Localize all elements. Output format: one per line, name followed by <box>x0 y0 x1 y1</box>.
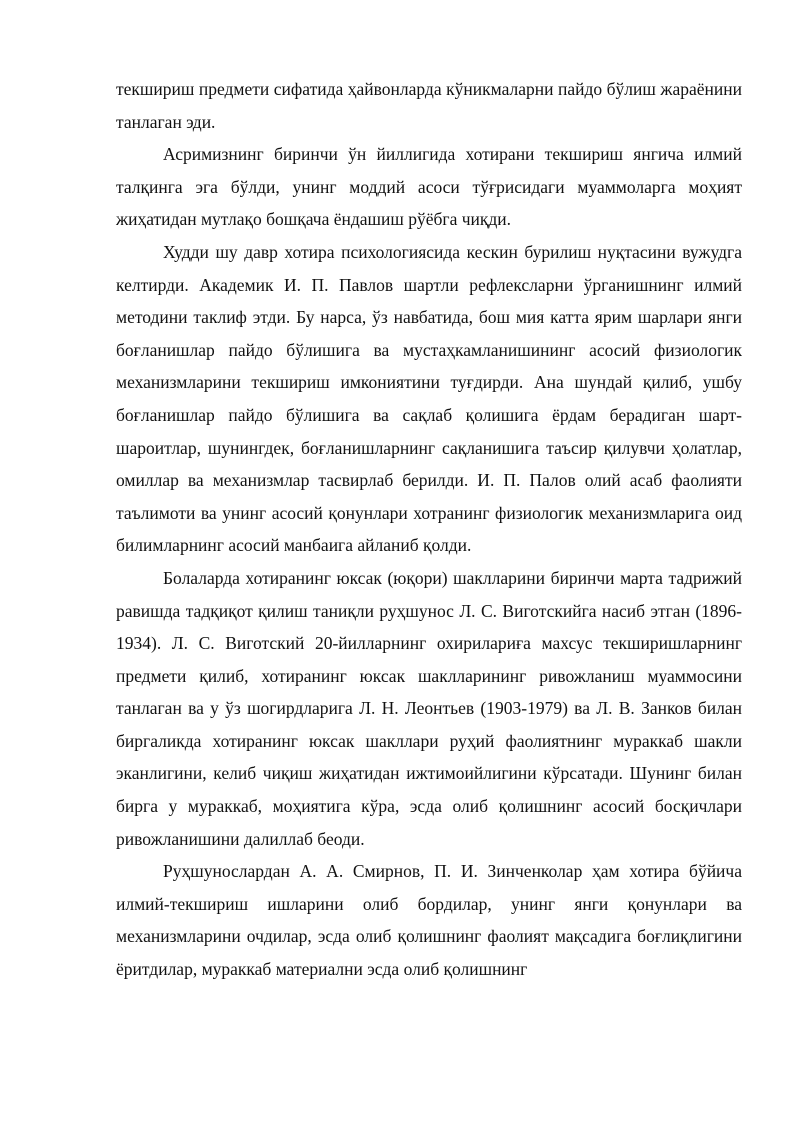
paragraph-continuation: текшириш предмети сифатида ҳайвонларда кўникмаларни пайдо бўлиш жараёнини танлаган эди. <box>116 79 742 132</box>
paragraph-memory-research: Асримизнинг биринчи ўн йиллигида хотирани текшириш янгича илмий талқинга эга бўлди, унинг моддий асоси тўғрисидаги муаммоларга моҳият жиҳатидан мутлақо бошқача ёндашиш рўёбга чиқди. <box>116 144 742 230</box>
paragraph-pavlov: Худди шу давр хотира психологиясида кескин бурилиш нуқтасини вужудга келтирди. Академик И. П. Павлов шартли рефлексларни ўрганишнинг илмий методини таклиф этди. Бу нарса, ўз навбатида, бош мия катта ярим шарлари янги боғланишлар пайдо бўлишига ва мустаҳкамланишининг асосий физиологик механизмларини текшириш имкониятини туғдирди. Ана шундай қилиб, ушбу боғланишлар пайдо бўлишига ва сақлаб қолишига ёрдам берадиган шарт-шароитлар, шунингдек, боғланишларнинг сақланишига таъсир қилувчи ҳолатлар, омиллар ва механизмлар тасвирлаб берилди. И. П. Палов олий асаб фаолияти таълимоти ва унинг асосий қонунлари хотранинг физиологик механизмларига оид билимларнинг асосий манбаига айланиб қолди. <box>116 241 742 556</box>
paragraph-vygotsky: Болаларда хотиранинг юксак (юқори) шаклларини биринчи марта тадрижий равишда тадқиқот қилиш таниқли руҳшунос Л. С. Виготскийга насиб этган (1896-1934). Л. С. Виготский 20-йилларнинг охирилариға махсус текширишларнинг предмети қилиб, хотиранинг юксак шаклларининг ривожланиш муаммосини танлаган ва у ўз шогирдларига Л. Н. Леонтьев (1903-1979) ва Л. В. Занков билан биргаликда хотиранинг юксак шакллари руҳий фаолиятнинг мураккаб шакли эканлигини, келиб чиқиш жиҳатидан ижтимоийлигини кўрсатади. Шунинг билан бирга у мураккаб, моҳиятига кўра, эсда олиб қолишнинг асосий босқичлари ривожланишини далиллаб беоди. <box>116 567 742 849</box>
document-page <box>116 73 742 986</box>
paragraph-smirnov: Руҳшунослардан А. А. Смирнов, П. И. Зинченколар ҳам хотира бўйича илмий-текшириш ишларини олиб бордилар, унинг янги қонунлари ва механизмларини очдилар, эсда олиб қолишнинг фаолият мақсадига боғлиқлигини ёритдилар, мураккаб материални эсда олиб қолишнинг <box>116 861 742 980</box>
